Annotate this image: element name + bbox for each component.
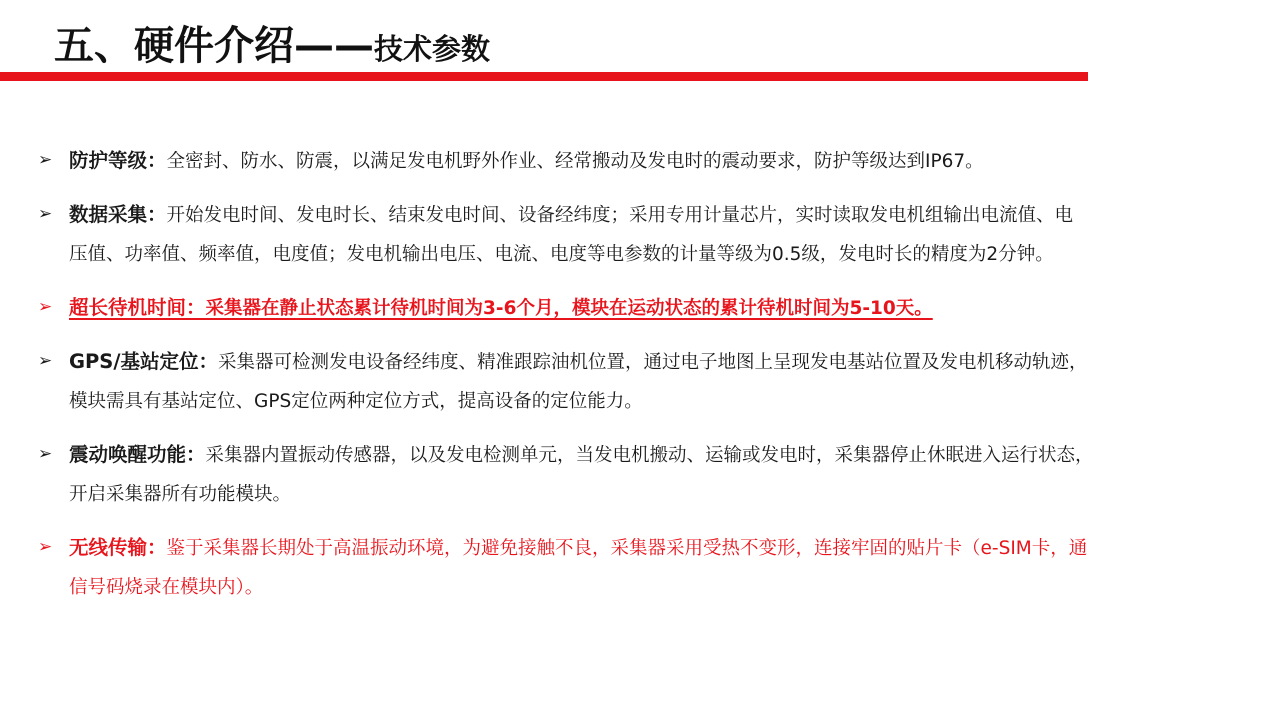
spec-label: 无线传输： [69, 536, 167, 559]
page-title-main: 五、硬件介绍—— [54, 23, 374, 69]
arrow-bullet-icon: ➢ [38, 297, 53, 317]
spec-item-gps-positioning [38, 342, 1253, 421]
spec-line [69, 141, 1253, 181]
spec-line [69, 435, 1253, 475]
spec-line [69, 342, 1253, 382]
spec-text: 全密封、防水、防震，以满足发电机野外作业、经常搬动及发电时的震动要求，防护等级达到IP67。 [166, 151, 984, 172]
spec-item-standby-time [38, 288, 1253, 328]
arrow-bullet-icon: ➢ [38, 351, 53, 371]
spec-text: 采集器在静止状态累计待机时间为3-6个月，模块在运动状态的累计待机时间为5-10天。 [205, 298, 933, 319]
arrow-bullet-icon: ➢ [38, 204, 53, 224]
spec-list [38, 141, 1253, 621]
spec-item-wireless-transmission [38, 528, 1253, 607]
spec-line: 开启采集器所有功能模块。 [69, 484, 292, 505]
spec-line: 信号码烧录在模块内）。 [69, 577, 264, 598]
spec-item-data-collection [38, 195, 1253, 274]
spec-item-protection-level [38, 141, 1253, 181]
spec-line: 压值、功率值、频率值，电度值；发电机输出电压、电流、电度等电参数的计量等级为0.5级，发电时长的精度为2分钟。 [69, 244, 1054, 265]
spec-label: 数据采集： [69, 203, 167, 226]
page-title-sub: 技术参数 [374, 32, 491, 66]
spec-line [69, 528, 1253, 568]
spec-line: 模块需具有基站定位、GPS定位两种定位方式，提高设备的定位能力。 [69, 391, 643, 412]
spec-line [69, 288, 1253, 328]
spec-text: 采集器内置振动传感器，以及发电检测单元，当发电机搬动、运输或发电时，采集器停止休眠进入运行状态， [205, 445, 1094, 466]
spec-label: 防护等级： [69, 149, 167, 172]
spec-text: 鉴于采集器长期处于高温振动环境，为避免接触不良，采集器采用受热不变形，连接牢固的贴片卡（e-SIM卡，通 [166, 538, 1088, 559]
spec-line [69, 195, 1253, 235]
spec-text: 开始发电时间、发电时长、结束发电时间、设备经纬度；采用专用计量芯片，实时读取发电机组输出电流值、电 [166, 205, 1074, 226]
arrow-bullet-icon: ➢ [38, 444, 53, 464]
spec-label: 震动唤醒功能： [69, 443, 206, 466]
spec-item-vibration-wakeup [38, 435, 1253, 514]
spec-label: GPS/基站定位： [69, 350, 218, 373]
spec-label: 超长待机时间： [69, 296, 206, 319]
arrow-bullet-icon: ➢ [38, 537, 53, 557]
spec-text: 采集器可检测发电设备经纬度、精准跟踪油机位置，通过电子地图上呈现发电基站位置及发电机移动轨迹， [217, 352, 1088, 373]
page-title [54, 23, 491, 69]
arrow-bullet-icon: ➢ [38, 150, 53, 170]
title-underline-rule [0, 72, 1088, 81]
